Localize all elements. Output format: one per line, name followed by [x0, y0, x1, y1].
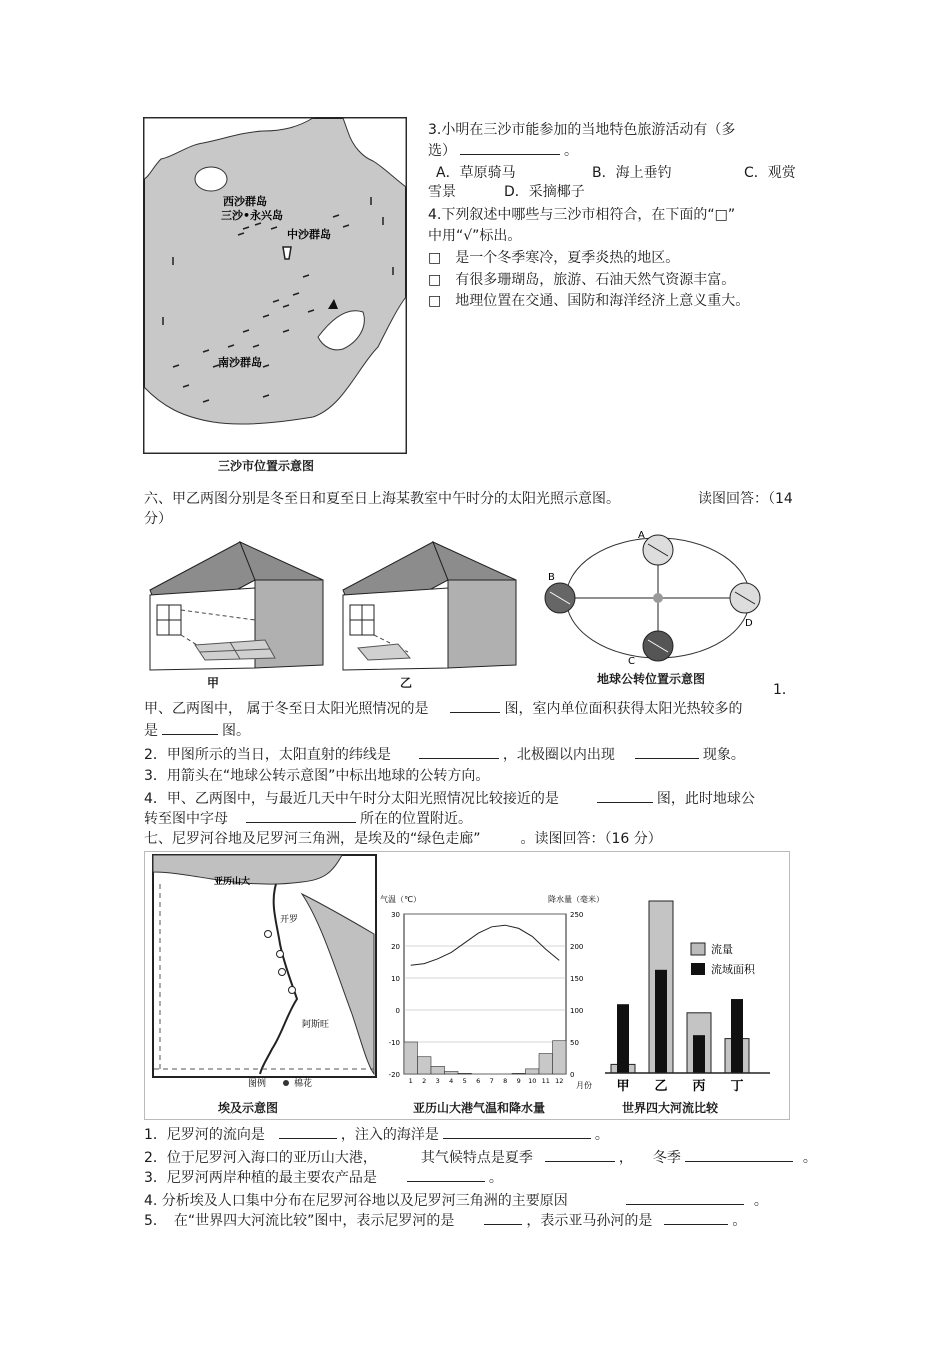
- legend-swatch-flow: [691, 943, 705, 955]
- egypt-label-alexandria: 亚历山大: [214, 877, 251, 887]
- precip-bar: [445, 1071, 459, 1074]
- climate-y1-tick: -10: [388, 1039, 400, 1047]
- orbit-figure: [540, 528, 780, 688]
- precip-bar: [526, 1069, 540, 1074]
- precip-bar: [458, 1073, 472, 1074]
- sec7-q1: 1．尼罗河的流向是 ，注入的海洋是 。: [144, 1124, 609, 1145]
- orbit-label-a: A: [638, 530, 645, 541]
- q3-line4: 雪景: [428, 184, 456, 200]
- sec7-q2: 2．位于尼罗河入海口的亚历山大港， 其气候特点是夏季 ， 冬季 。: [144, 1147, 817, 1168]
- climate-y1-label: 气温（℃）: [380, 895, 421, 904]
- sec6-q1-line2: 是 图。: [144, 720, 250, 741]
- climate-y1-tick: 10: [391, 975, 400, 983]
- q4-line1: 4.下列叙述中哪些与三沙市相符合，在下面的“□”: [428, 207, 736, 223]
- sec6-q2: 2．甲图所示的当日，太阳直射的纬线是 ，北极圈以内出现 现象。: [144, 744, 745, 765]
- climate-y2-tick: 200: [570, 943, 584, 951]
- precip-bar: [553, 1041, 567, 1074]
- rivers-chart-caption: 世界四大河流比较: [622, 1101, 719, 1115]
- sec6-q3: 3．用箭头在“地球公转示意图”中标出地球的公转方向。: [144, 768, 490, 784]
- sec7-q3-blank[interactable]: [407, 1167, 485, 1182]
- climate-y2-tick: 50: [570, 1039, 579, 1047]
- egypt-map-caption: 埃及示意图: [218, 1101, 279, 1115]
- house-yi-label: 乙: [400, 676, 413, 690]
- precip-bar: [512, 1073, 526, 1074]
- climate-x-tick: 10: [528, 1077, 537, 1085]
- label-sansha-yongxing: 三沙•永兴岛: [221, 209, 284, 222]
- q3-option-a[interactable]: A．草原骑马: [436, 165, 516, 181]
- q4-item-3[interactable]: □ 地理位置在交通、国防和海洋经济上意义重大。: [428, 293, 750, 309]
- sec7-q1-blank1[interactable]: [279, 1124, 337, 1139]
- house-jia-figure: [145, 540, 330, 690]
- climate-y2-tick: 150: [570, 975, 584, 983]
- climate-x-tick: 3: [435, 1077, 440, 1085]
- sec6-q1-line1: 甲、乙两图中， 属于冬至日太阳光照情况的是 图，室内单位面积获得太阳光热较多的: [144, 698, 742, 719]
- q3-option-c[interactable]: C．观赏: [744, 165, 796, 181]
- climate-y1-tick: 20: [391, 943, 400, 951]
- orbit-label-c: C: [628, 656, 635, 667]
- label-nansha: 南沙群岛: [218, 356, 262, 369]
- house-jia-label: 甲: [207, 676, 220, 690]
- climate-x-tick: 12: [555, 1077, 564, 1085]
- label-xisha: 西沙群岛: [223, 195, 267, 208]
- precip-bar: [431, 1066, 445, 1074]
- river-category-label: 乙: [654, 1079, 668, 1094]
- orbit-label-b: B: [548, 572, 555, 583]
- sec6-title-score: 读图回答：（14: [698, 491, 793, 507]
- q3-option-d[interactable]: D．采摘椰子: [504, 184, 585, 200]
- river-category-label: 丁: [730, 1079, 744, 1094]
- sec6-q1-blank2[interactable]: [162, 720, 218, 735]
- legend-area: 流域面积: [711, 963, 755, 976]
- river-category-label: 丙: [692, 1079, 706, 1094]
- q3-option-b[interactable]: B．海上垂钓: [592, 165, 672, 181]
- q3-line1: 3.小明在三沙市能参加的当地特色旅游活动有（多: [428, 122, 736, 138]
- climate-chart-caption: 亚历山大港气温和降水量: [413, 1101, 546, 1115]
- sec6-q1-number: 1．: [773, 682, 796, 698]
- climate-x-tick: 4: [449, 1077, 454, 1085]
- climate-x-tick: 5: [462, 1077, 467, 1085]
- egypt-map: [152, 854, 377, 1094]
- climate-y2-tick: 100: [570, 1007, 584, 1015]
- sec6-q4-blank2[interactable]: [246, 808, 356, 823]
- legend-flow: 流量: [711, 943, 733, 956]
- house-yi-figure: [338, 540, 523, 690]
- sec6-q4-line1: 4．甲、乙两图中，与最近几天中午时分太阳光照情况比较接近的是 图，此时地球公: [144, 788, 755, 809]
- climate-y1-tick: 30: [391, 911, 400, 919]
- climate-x-tick: 7: [489, 1077, 494, 1085]
- climate-y1-tick: -20: [388, 1071, 400, 1079]
- sansha-map-caption: 三沙市位置示意图: [218, 459, 315, 473]
- rivers-chart-svg: [605, 895, 780, 1095]
- egypt-legend: 图例: [248, 1079, 267, 1089]
- sec6-title: 六、甲乙两图分别是冬至日和夏至日上海某教室中午时分的太阳光照示意图。: [144, 491, 620, 507]
- climate-x-tick: 1: [408, 1077, 413, 1085]
- egypt-legend-cotton: 棉花: [294, 1079, 313, 1089]
- climate-y2-label: 降水量（毫米）: [548, 895, 604, 904]
- sec7-q5-blank1[interactable]: [484, 1210, 522, 1225]
- climate-x-tick: 2: [422, 1077, 427, 1085]
- sec7-q2-blank1[interactable]: [545, 1147, 615, 1162]
- sec7-q4-blank[interactable]: [626, 1190, 744, 1205]
- precip-bar: [539, 1054, 553, 1074]
- sec7-title: 七、尼罗河谷地及尼罗河三角洲，是埃及的“绿色走廊” 。读图回答：（16 分）: [144, 831, 662, 847]
- area-bar: [693, 1035, 705, 1073]
- area-bar: [617, 1004, 629, 1073]
- q4-line2: 中用“√”标出。: [428, 228, 522, 244]
- rivers-chart: [605, 895, 780, 1095]
- sec6-q2-blank2[interactable]: [635, 744, 699, 759]
- precip-bar: [404, 1042, 418, 1074]
- area-bar: [731, 999, 743, 1073]
- climate-plot-frame: [404, 914, 566, 1074]
- climate-chart: [380, 890, 610, 1090]
- sec6-q1-blank1[interactable]: [450, 698, 500, 713]
- sec7-q5-blank2[interactable]: [664, 1210, 728, 1225]
- q3-blank[interactable]: [460, 140, 560, 155]
- orbit-caption: 地球公转位置示意图: [597, 672, 706, 686]
- legend-swatch-area: [691, 963, 705, 975]
- river-category-label: 甲: [616, 1079, 630, 1094]
- label-zhongsha: 中沙群岛: [287, 228, 331, 241]
- egypt-label-cairo: 开罗: [280, 915, 299, 925]
- sec6-q4-blank1[interactable]: [597, 788, 653, 803]
- sec6-q2-blank1[interactable]: [419, 744, 499, 759]
- climate-y2-tick: 0: [570, 1071, 575, 1079]
- climate-x-label: 月份: [576, 1081, 592, 1090]
- climate-chart-svg: [380, 890, 610, 1090]
- sec7-q3: 3．尼罗河两岸种植的最主要农产品是 。: [144, 1167, 503, 1188]
- sec7-q2-blank2[interactable]: [685, 1147, 793, 1162]
- q4-item-1[interactable]: □ 是一个冬季寒冷，夏季炎热的地区。: [428, 250, 680, 266]
- climate-y1-tick: 0: [395, 1007, 400, 1015]
- climate-x-tick: 8: [503, 1077, 508, 1085]
- sansha-map-svg: [143, 117, 407, 454]
- climate-x-tick: 9: [516, 1077, 521, 1085]
- sec6-q4-line2: 转至图中字母 所在的位置附近。: [144, 808, 472, 829]
- climate-x-tick: 11: [541, 1077, 550, 1085]
- q4-item-2[interactable]: □ 有很多珊瑚岛，旅游、石油天然气资源丰富。: [428, 272, 736, 288]
- climate-y2-tick: 250: [570, 911, 584, 919]
- sec6-title-score-unit: 分）: [144, 511, 172, 527]
- climate-x-tick: 6: [476, 1077, 481, 1085]
- sansha-map: [143, 117, 407, 454]
- orbit-label-d: D: [745, 618, 753, 629]
- sec7-q5: 5． 在“世界四大河流比较”图中，表示尼罗河的是 ，表示亚马孙河的是 。: [144, 1210, 746, 1231]
- sec7-q4: 4. 分析埃及人口集中分布在尼罗河谷地以及尼罗河三角洲的主要原因 。: [144, 1190, 768, 1211]
- egypt-label-aswan: 阿斯旺: [302, 1020, 330, 1030]
- q3-line2: 选） 。: [428, 140, 578, 161]
- area-bar: [655, 970, 667, 1073]
- precip-bar: [418, 1057, 432, 1074]
- sec7-q1-blank2[interactable]: [443, 1124, 591, 1139]
